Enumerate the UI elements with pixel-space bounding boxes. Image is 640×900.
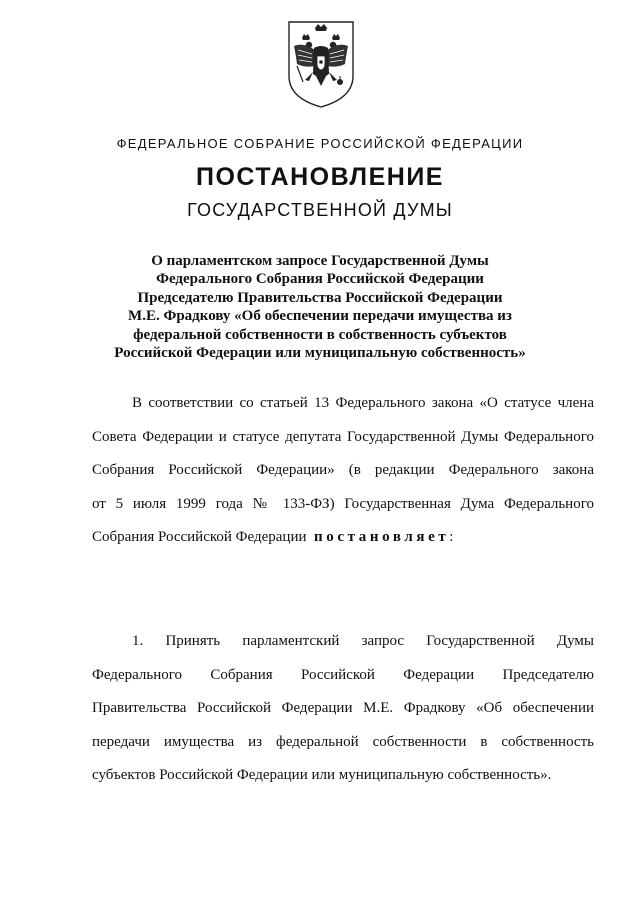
preamble-last-text: Собрания Российской Федерации — [92, 529, 307, 545]
text-line: Собрания Российской Федерации» (в редакции Федерального закона — [92, 462, 594, 478]
issuer-heading: ГОСУДАРСТВЕННОЙ ДУМЫ — [187, 200, 453, 220]
text-line: Правительства Российской Федерации М.Е. Фрадкову «Об обеспечении — [92, 700, 594, 716]
title-line: Председателю Правительства Российской Федерации — [137, 289, 503, 306]
text-line — [92, 529, 594, 563]
organization-heading: ФЕДЕРАЛЬНОЕ СОБРАНИЕ РОССИЙСКОЙ ФЕДЕРАЦИИ — [116, 136, 524, 151]
document-title — [0, 252, 640, 362]
title-line: О парламентском запросе Государственной Думы — [151, 253, 489, 269]
text-line: В соответствии со статьей 13 Федерального закона «О статусе члена — [132, 395, 594, 411]
text-line: от 5 июля 1999 года № 133-ФЗ) Государственная Дума Федерального — [92, 495, 594, 512]
resolves-word: постановляет — [314, 529, 450, 545]
title-line: Российской Федерации или муниципальную собственность» — [114, 345, 526, 362]
resolves-colon: : — [449, 529, 454, 545]
document-type-heading: ПОСТАНОВЛЕНИЕ — [196, 163, 444, 191]
title-line: Федерального Собрания Российской Федерации — [156, 271, 484, 288]
preamble-paragraph — [92, 395, 594, 563]
point-1-paragraph — [92, 633, 594, 801]
text-line: субъектов Российской Федерации или муниципальную собственность». — [92, 767, 552, 783]
double-headed-eagle-coat-of-arms-icon — [285, 18, 357, 110]
text-line: 1. Принять парламентский запрос Государственной Думы — [132, 633, 594, 649]
text-line: Федерального Собрания Российской Федерации Председателю — [92, 666, 594, 683]
title-line: федеральной собственности в собственность субъектов — [133, 326, 507, 343]
text-line: Совета Федерации и статусе депутата Государственной Думы Федерального — [92, 428, 594, 445]
text-line: передачи имущества из федеральной собственности в собственность — [92, 733, 594, 750]
title-line: М.Е. Фрадкову «Об обеспечении передачи имущества из — [128, 308, 512, 325]
